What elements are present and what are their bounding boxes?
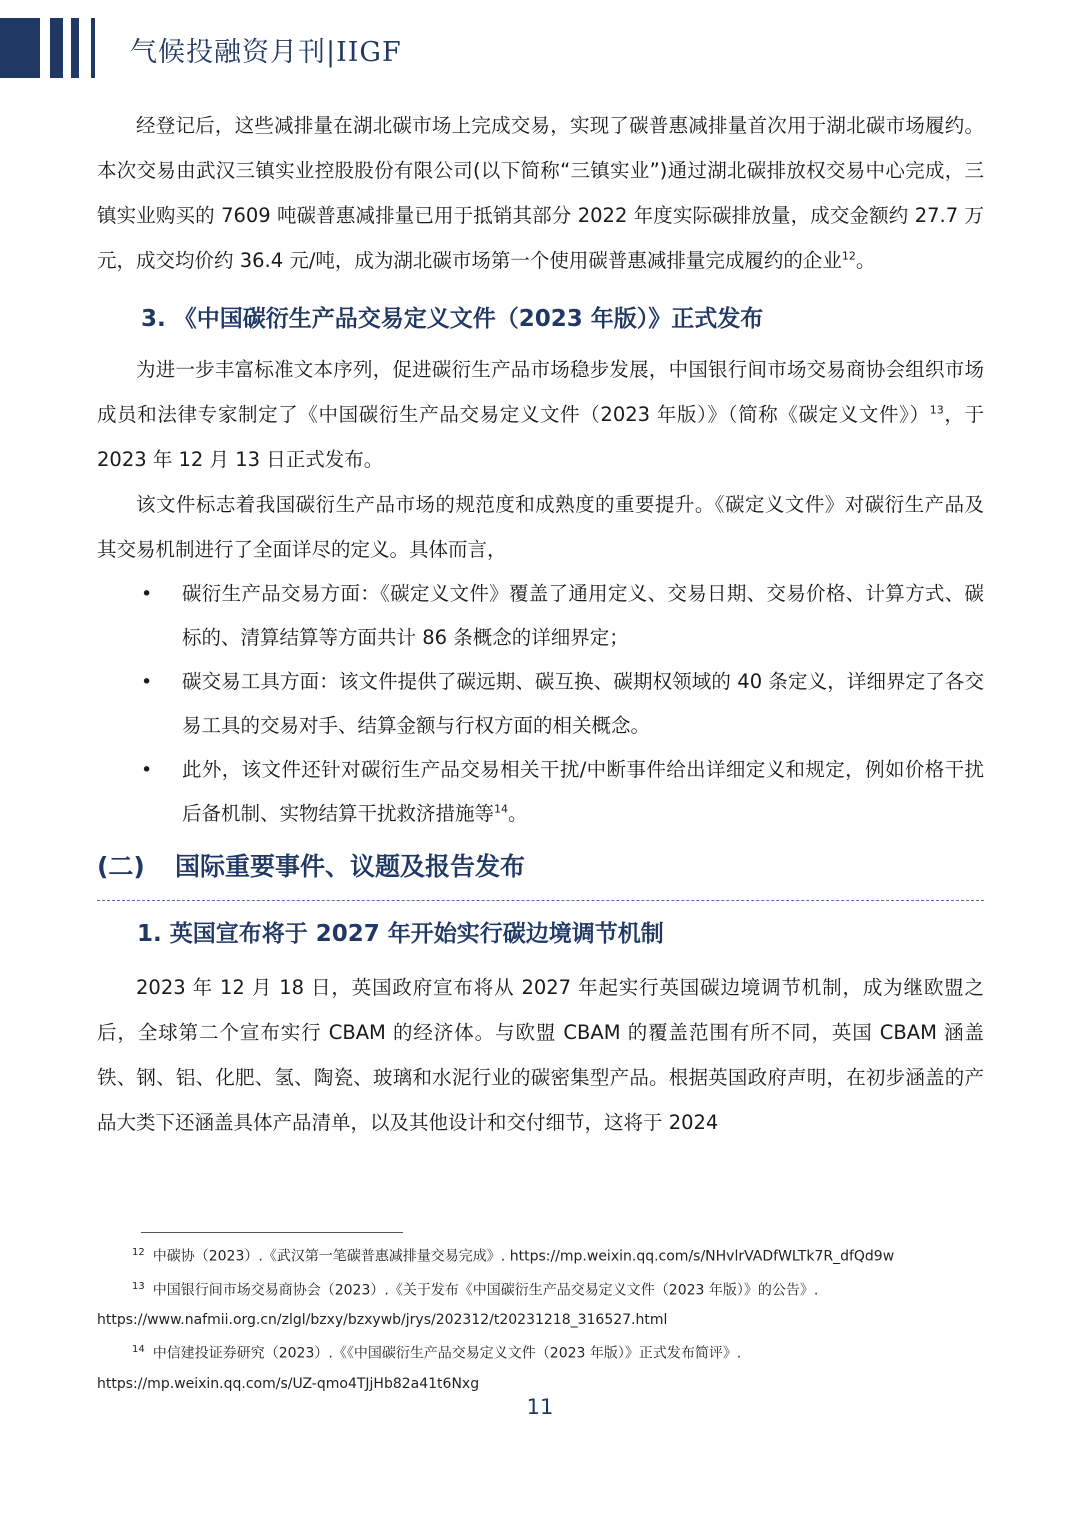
footnote-13 [97, 1272, 984, 1306]
paragraph-text: 为进一步丰富标准文本序列，促进碳衍生产品市场稳步发展，中国银行间市场交易商协会组织市场成员和法律专家制定了《中国碳衍生产品交易定义文件（2023 年版）》（简称《碳定义文件》） [97, 358, 984, 426]
footnote-14 [97, 1335, 984, 1369]
bullet-item [97, 748, 984, 836]
footnotes [97, 1238, 984, 1399]
paragraph-end: 。 [855, 249, 876, 272]
subsection-heading-1: 1. 英国宣布将于 2027 年开始实行碳边境调节机制 [137, 921, 664, 947]
main-content [97, 103, 984, 1145]
footnote-12 [97, 1238, 984, 1272]
part-heading [97, 842, 984, 901]
paragraph-hubei-trade [97, 103, 984, 283]
logo-bar-2 [50, 18, 63, 78]
bullet-dot-icon: • [141, 759, 153, 781]
bullet-text: 碳交易工具方面：该文件提供了碳远期、碳互换、碳期权领域的 40 条定义，详细界定了各交易工具的交易对手、结算金额与行权方面的相关概念。 [182, 670, 984, 737]
bullet-list [97, 572, 984, 836]
footnote-ref-12[interactable]: 12 [841, 249, 856, 263]
footnote-14-url[interactable]: https://mp.weixin.qq.com/s/UZ-qmo4TJjHb82a41t6Nxg [97, 1375, 480, 1392]
footnote-mark: 13 [132, 1280, 145, 1292]
paragraph-definition-significance: 该文件标志着我国碳衍生产品市场的规范度和成熟度的重要提升。《碳定义文件》对碳衍生产品及其交易机制进行了全面详尽的定义。具体而言， [97, 493, 984, 561]
page-number: 11 [526, 1395, 554, 1419]
footnote-text[interactable]: 中碳协（2023）.《武汉第一笔碳普惠减排量交易完成》. https://mp.weixin.qq.com/s/NHvlrVADfWLTk7R_dfQd9w [152, 1248, 895, 1265]
logo-bar-1 [0, 18, 40, 78]
footnote-13-url[interactable]: https://www.nafmii.org.cn/zlgl/bzxy/bzxywb/jrys/202312/t20231218_316527.html [97, 1312, 668, 1329]
paragraph-definition-intro [97, 347, 984, 482]
footnote-ref-13[interactable]: 13 [929, 403, 944, 417]
bullet-dot-icon: • [141, 583, 153, 605]
part-title: 国际重要事件、议题及报告发布 [175, 852, 526, 881]
paragraph-uk-cbam: 2023 年 12 月 18 日，英国政府宣布将从 2027 年起实行英国碳边境调节机制，成为继欧盟之后，全球第二个宣布实行 CBAM 的经济体。与欧盟 CBAM 的覆盖范围有所不同，英国 CBAM 涵盖铁、钢、铝、化肥、氢、陶瓷、玻璃和水泥行业的碳密集型产品。根据英国政府声明，在初步涵盖的产品大类下还涵盖具体产品清单，以及其他设计和交付细节，这将于 2024 [97, 976, 984, 1134]
logo-bar-3 [71, 18, 79, 78]
bullet-text: 碳衍生产品交易方面：《碳定义文件》覆盖了通用定义、交易日期、交易价格、计算方式、碳标的、清算结算等方面共计 86 条概念的详细界定； [182, 582, 984, 649]
footnote-mark: 12 [132, 1247, 145, 1258]
footnote-text: 中国银行间市场交易商协会（2023）.《关于发布《中国碳衍生产品交易定义文件（2023 年版）》的公告》. [152, 1282, 819, 1299]
bullet-item [97, 572, 984, 660]
section-heading-3: 3. 《中国碳衍生产品交易定义文件（2023 年版）》正式发布 [141, 306, 764, 332]
footnote-divider [141, 1232, 403, 1233]
bullet-end: 。 [508, 802, 528, 825]
paragraph-end: ，于 2023 年 12 月 13 日正式发布。 [97, 403, 984, 471]
part-number: (二) [97, 852, 145, 881]
footnote-ref-14[interactable]: 14 [494, 802, 509, 816]
footnote-text: 中信建投证券研究（2023）.《《中国碳衍生产品交易定义文件（2023 年版）》正式发布简评》. [152, 1345, 742, 1362]
bullet-text: 此外，该文件还针对碳衍生产品交易相关干扰/中断事件给出详细定义和规定，例如价格干扰后备机制、实物结算干扰救济措施等 [182, 758, 984, 825]
logo-bar-4 [91, 18, 95, 78]
bullet-dot-icon: • [141, 671, 153, 693]
header-title: 气候投融资月刊|IIGF [130, 37, 402, 68]
bullet-item [97, 660, 984, 748]
footnote-mark: 14 [132, 1344, 145, 1356]
paragraph-text: 经登记后，这些减排量在湖北碳市场上完成交易，实现了碳普惠减排量首次用于湖北碳市场履约。本次交易由武汉三镇实业控股股份有限公司(以下简称“三镇实业”)通过湖北碳排放权交易中心完成，三镇实业购买的 7609 吨碳普惠减排量已用于抵销其部分 2022 年度实际碳排放量，成交金额约 27.7 万元，成交均价约 36.4 元/吨，成为湖北碳市场第一个使用碳普惠减排量完成履约的企业 [97, 114, 984, 272]
